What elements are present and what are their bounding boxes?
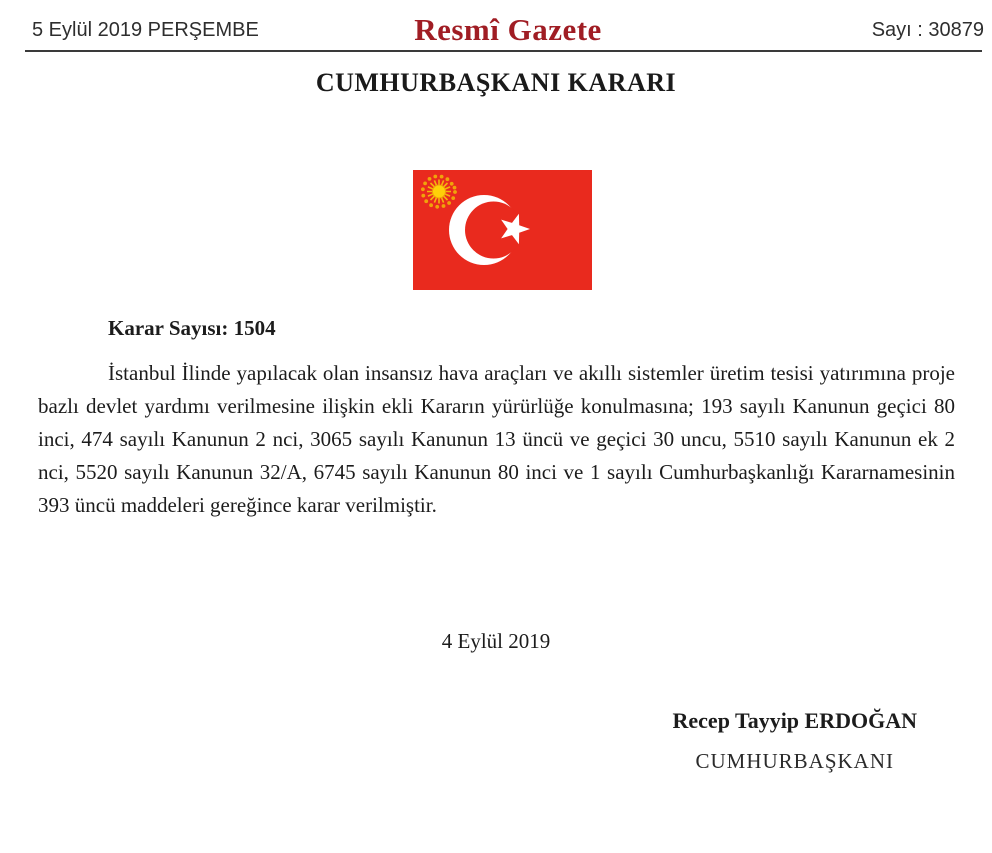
signatory-title: CUMHURBAŞKANI	[695, 749, 895, 773]
turkish-flag-icon	[413, 170, 592, 290]
masthead-divider	[25, 50, 982, 52]
signature-row	[0, 708, 992, 774]
gazette-masthead	[0, 0, 992, 46]
decision-date: 4 Eylül 2019	[441, 629, 551, 653]
masthead-issue-number: Sayı : 30879	[871, 18, 984, 41]
masthead-date: 5 Eylül 2019 PERŞEMBE	[32, 18, 259, 41]
decree-heading: CUMHURBAŞKANI KARARI	[315, 68, 677, 97]
signature-block	[673, 708, 917, 774]
turkish-flag-presidential-seal	[413, 170, 592, 290]
signatory-name: Recep Tayyip ERDOĞAN	[672, 708, 917, 733]
decision-number: Karar Sayısı: 1504	[108, 316, 276, 340]
gazette-title: Resmî Gazete	[414, 12, 602, 47]
decision-body-text: İstanbul İlinde yapılacak olan insansız hava araçları ve akıllı sistemler üretim tesisi yatırımına proje bazlı devlet yardımı verilmesine ilişkin ekli Kararın yürürlüğe konulmasına; 193 sayılı Kanunun geçici 80 inci, 474 sayılı Kanunun 2 nci, 3065 sayılı Kanunun 13 üncü ve geçici 30 uncu, 5510 sayılı Kanunun ek 2 nci, 5520 sayılı Kanunun 32/A, 6745 sayılı Kanunun 80 inci ve 1 sayılı Cumhurbaşkanlığı Kararnamesinin 393 üncü maddeleri gereğince karar verilmiştir.	[38, 361, 955, 517]
